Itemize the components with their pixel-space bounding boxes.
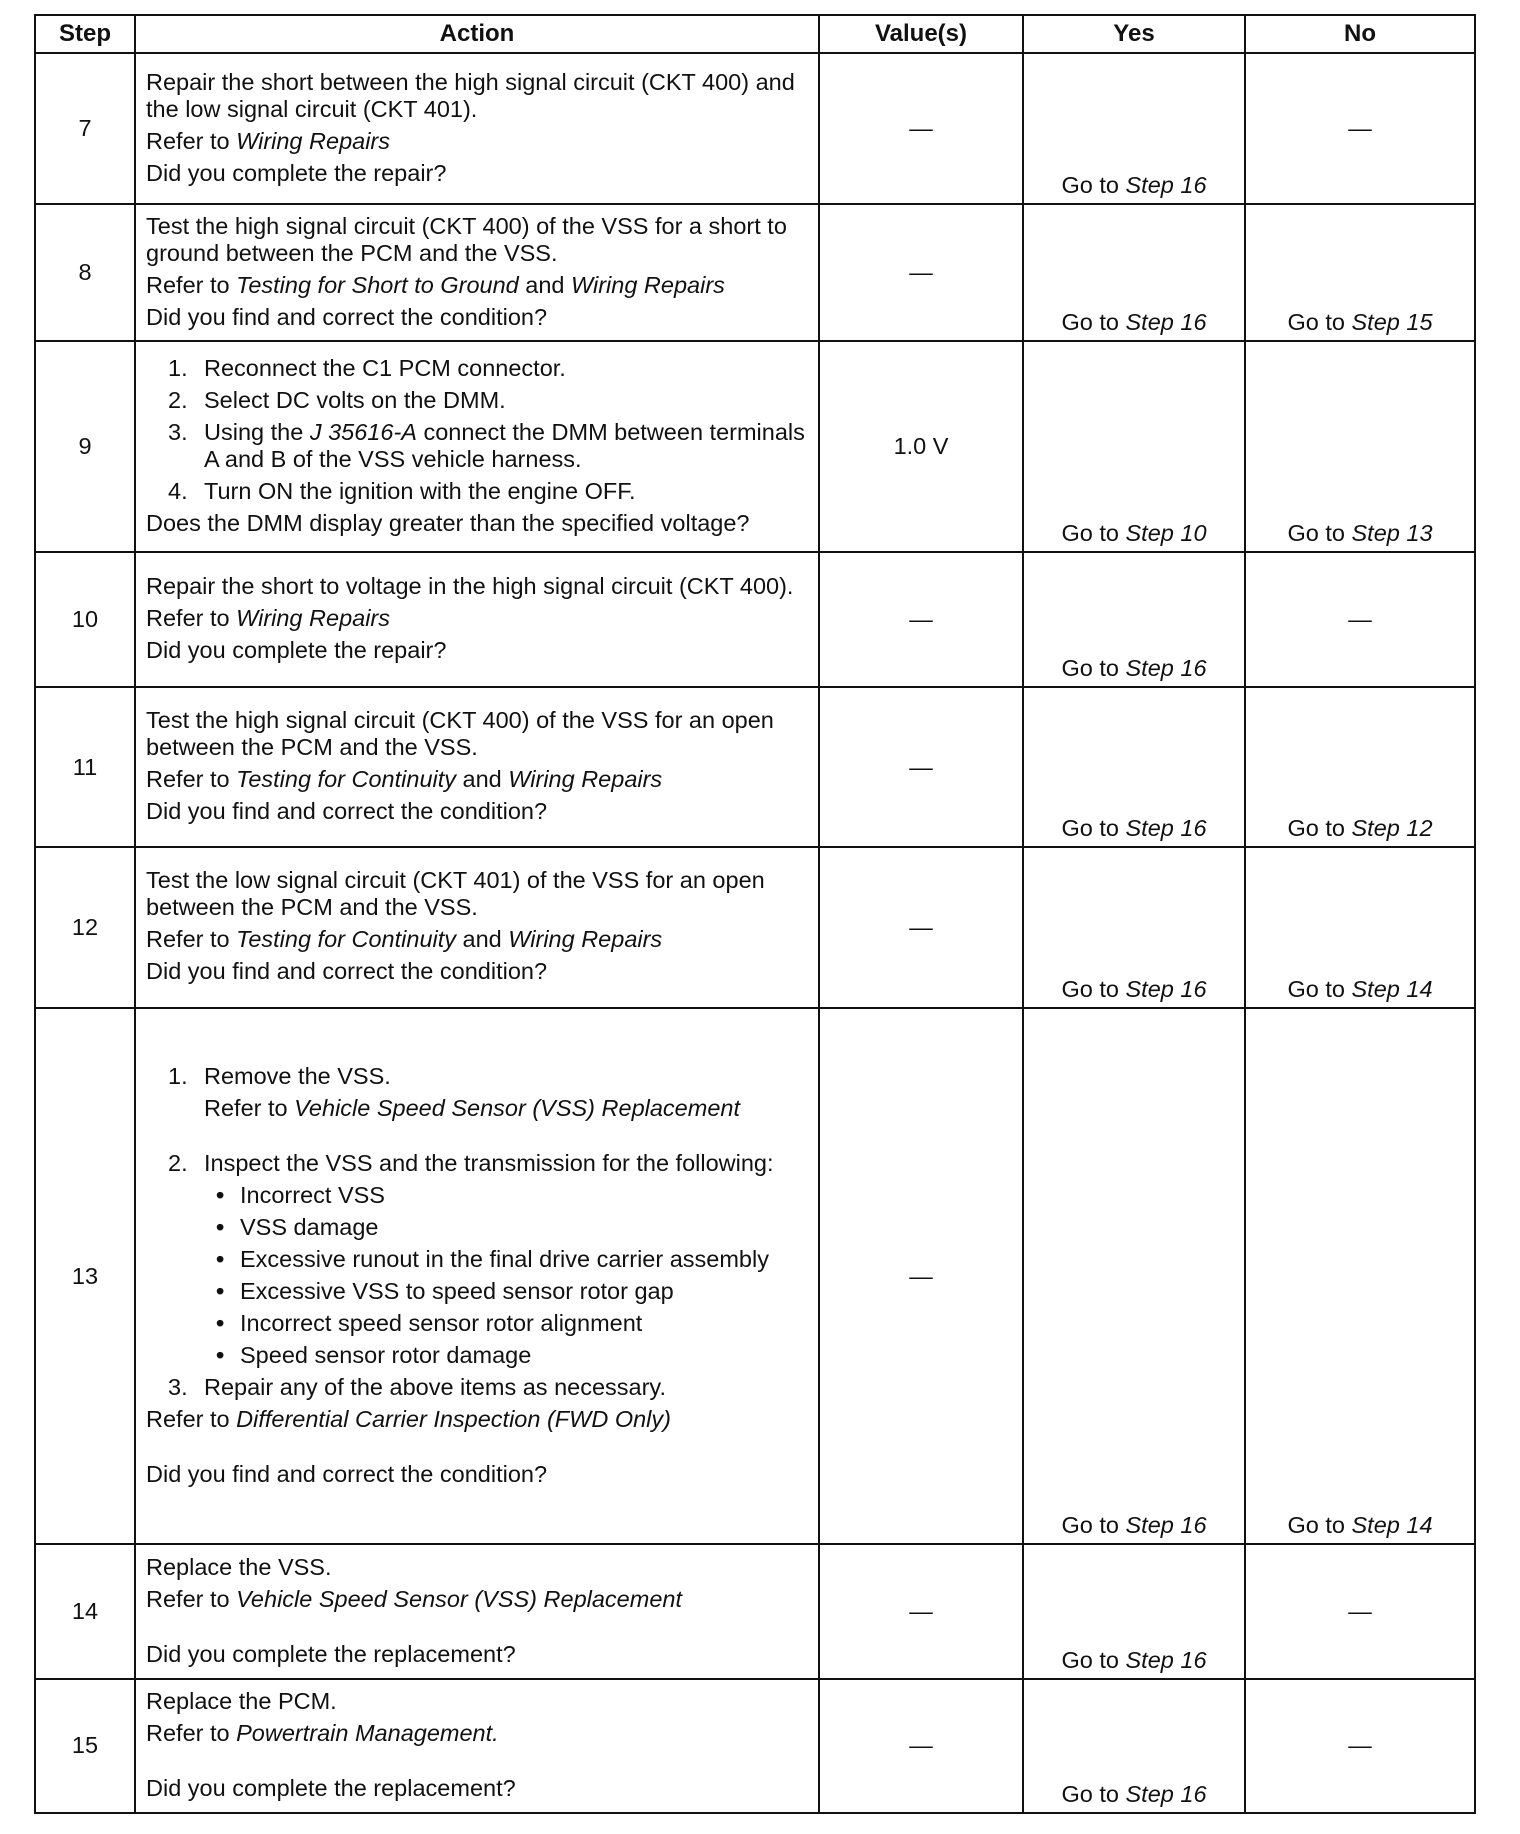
action-cell xyxy=(135,53,819,204)
reference-line: Refer to Testing for Continuity and Wiring Repairs xyxy=(146,766,663,793)
bullet-item: • VSS damage xyxy=(216,1213,379,1240)
action-cell xyxy=(135,552,819,687)
no-cell: Go to Step 15 xyxy=(1245,204,1475,341)
reference-link[interactable]: Wiring Repairs xyxy=(571,271,725,298)
header-action: Action xyxy=(135,15,819,53)
reference-line: Refer to Vehicle Speed Sensor (VSS) Replacement xyxy=(146,1585,682,1612)
list-item: 1. Reconnect the C1 PCM connector. xyxy=(168,354,566,381)
value-cell: — xyxy=(819,847,1023,1007)
no-step-link[interactable]: Step 15 xyxy=(1351,309,1433,336)
action-cell xyxy=(135,847,819,1007)
question-text: Did you complete the replacement? xyxy=(146,1640,516,1667)
action-cell xyxy=(135,341,819,551)
no-cell: Go to Step 14 xyxy=(1245,1008,1475,1545)
yes-cell: Go to Step 10 xyxy=(1023,341,1245,551)
header-yes: Yes xyxy=(1023,15,1245,53)
reference-line: Refer to Wiring Repairs xyxy=(146,127,391,154)
no-cell: Go to Step 13 xyxy=(1245,341,1475,551)
list-item: 3. Repair any of the above items as necessary. xyxy=(168,1373,666,1400)
header-step: Step xyxy=(35,15,135,53)
list-item: 1. Remove the VSS. xyxy=(168,1062,391,1089)
bullet-item: • Speed sensor rotor damage xyxy=(216,1341,532,1368)
reference-link[interactable]: Vehicle Speed Sensor (VSS) Replacement xyxy=(294,1094,740,1121)
yes-step-link[interactable]: Step 16 xyxy=(1125,975,1207,1002)
step-number: 13 xyxy=(35,1008,135,1545)
table-row xyxy=(35,1008,1475,1545)
tool-name: J 35616-A xyxy=(309,418,417,445)
action-text: Test the high signal circuit (CKT 400) of the VSS for an open between the PCM and the VSS. xyxy=(146,707,774,761)
reference-line: Refer to Differential Carrier Inspection (FWD Only) xyxy=(146,1405,671,1432)
table-row xyxy=(35,204,1475,341)
reference-link[interactable]: Wiring Repairs xyxy=(508,926,663,953)
bullet-item: • Excessive runout in the final drive carrier assembly xyxy=(216,1245,769,1272)
yes-cell: Go to Step 16 xyxy=(1023,687,1245,847)
value-cell: — xyxy=(819,204,1023,341)
table-row xyxy=(35,847,1475,1007)
value-cell: — xyxy=(819,552,1023,687)
action-text: Test the high signal circuit (CKT 400) of the VSS for a short to ground between the PCM and the VSS. xyxy=(146,212,787,266)
reference-link[interactable]: Testing for Continuity xyxy=(236,766,457,793)
no-cell: — xyxy=(1245,1679,1475,1813)
yes-cell: Go to Step 16 xyxy=(1023,204,1245,341)
question-text: Does the DMM display greater than the specified voltage? xyxy=(146,509,750,536)
value-cell: — xyxy=(819,687,1023,847)
step-number: 8 xyxy=(35,204,135,341)
question-text: Did you find and correct the condition? xyxy=(146,958,548,985)
yes-cell: Go to Step 16 xyxy=(1023,53,1245,204)
reference-link[interactable]: Vehicle Speed Sensor (VSS) Replacement xyxy=(236,1585,682,1612)
question-text: Did you complete the replacement? xyxy=(146,1774,516,1801)
action-text: Replace the VSS. xyxy=(146,1553,332,1580)
no-cell: — xyxy=(1245,1544,1475,1678)
no-step-link[interactable]: Step 14 xyxy=(1351,1512,1433,1539)
yes-cell: Go to Step 16 xyxy=(1023,1679,1245,1813)
step-number: 12 xyxy=(35,847,135,1007)
reference-link[interactable]: Wiring Repairs xyxy=(236,604,391,631)
header-no: No xyxy=(1245,15,1475,53)
step-number: 10 xyxy=(35,552,135,687)
yes-step-link[interactable]: Step 16 xyxy=(1125,172,1207,199)
no-cell: Go to Step 14 xyxy=(1245,847,1475,1007)
no-step-link[interactable]: Step 13 xyxy=(1351,519,1433,546)
table-row xyxy=(35,1679,1475,1813)
action-text: Repair the short to voltage in the high signal circuit (CKT 400). xyxy=(146,572,794,599)
yes-cell: Go to Step 16 xyxy=(1023,1008,1245,1545)
no-cell: — xyxy=(1245,552,1475,687)
reference-line: Refer to Powertrain Management. xyxy=(146,1719,499,1746)
reference-link[interactable]: Differential Carrier Inspection (FWD Only) xyxy=(236,1405,671,1432)
step-number: 15 xyxy=(35,1679,135,1813)
question-text: Did you find and correct the condition? xyxy=(146,798,548,825)
yes-step-link[interactable]: Step 16 xyxy=(1125,309,1207,336)
no-step-link[interactable]: Step 12 xyxy=(1351,815,1433,842)
yes-step-link[interactable]: Step 16 xyxy=(1125,1512,1207,1539)
header-values: Value(s) xyxy=(819,15,1023,53)
question-text: Did you find and correct the condition? xyxy=(146,303,548,330)
reference-line: Refer to Testing for Continuity and Wiring Repairs xyxy=(146,926,663,953)
yes-step-link[interactable]: Step 16 xyxy=(1125,1646,1207,1673)
no-cell: Go to Step 12 xyxy=(1245,687,1475,847)
action-cell xyxy=(135,204,819,341)
table-row xyxy=(35,552,1475,687)
reference-link[interactable]: Wiring Repairs xyxy=(508,766,663,793)
list-item: 3. Using the J 35616-A connect the DMM between terminals A and B of the VSS vehicle harness. xyxy=(168,418,805,472)
table-row xyxy=(35,687,1475,847)
step-number: 11 xyxy=(35,687,135,847)
question-text: Did you complete the repair? xyxy=(146,636,447,663)
question-text: Did you find and correct the condition? xyxy=(146,1460,548,1487)
bullet-item: • Incorrect speed sensor rotor alignment xyxy=(216,1309,643,1336)
step-number: 7 xyxy=(35,53,135,204)
value-cell: 1.0 V xyxy=(819,341,1023,551)
yes-cell: Go to Step 16 xyxy=(1023,1544,1245,1678)
list-item: 2. Select DC volts on the DMM. xyxy=(168,386,506,413)
question-text: Did you complete the repair? xyxy=(146,159,447,186)
header-row xyxy=(35,15,1475,53)
table-row xyxy=(35,1544,1475,1678)
action-cell xyxy=(135,1679,819,1813)
list-item-reference: Refer to Vehicle Speed Sensor (VSS) Replacement xyxy=(204,1094,740,1121)
reference-line: Refer to Wiring Repairs xyxy=(146,604,391,631)
reference-link[interactable]: Testing for Continuity xyxy=(236,926,457,953)
yes-cell: Go to Step 16 xyxy=(1023,552,1245,687)
step-number: 9 xyxy=(35,341,135,551)
bullet-item: • Incorrect VSS xyxy=(216,1181,385,1208)
yes-cell: Go to Step 16 xyxy=(1023,847,1245,1007)
action-text: Replace the PCM. xyxy=(146,1687,337,1714)
value-cell: — xyxy=(819,1679,1023,1813)
action-cell xyxy=(135,1008,819,1545)
reference-link[interactable]: Testing for Short to Ground xyxy=(236,271,519,298)
yes-step-link[interactable]: Step 10 xyxy=(1125,519,1207,546)
no-step-link[interactable]: Step 14 xyxy=(1351,975,1433,1002)
list-item: 4. Turn ON the ignition with the engine OFF. xyxy=(168,477,636,504)
yes-step-link[interactable]: Step 16 xyxy=(1125,655,1207,682)
action-text: Repair the short between the high signal circuit (CKT 400) and the low signal circuit (CKT 401). xyxy=(146,68,795,122)
table-row xyxy=(35,53,1475,204)
action-cell xyxy=(135,687,819,847)
yes-step-link[interactable]: Step 16 xyxy=(1125,1781,1207,1807)
value-cell: — xyxy=(819,53,1023,204)
action-text: Test the low signal circuit (CKT 401) of the VSS for an open between the PCM and the VSS. xyxy=(146,867,765,921)
yes-step-link[interactable]: Step 16 xyxy=(1125,815,1207,842)
step-number: 14 xyxy=(35,1544,135,1678)
reference-link[interactable]: Powertrain Management. xyxy=(236,1719,499,1746)
no-cell: — xyxy=(1245,53,1475,204)
reference-line: Refer to Testing for Short to Ground and Wiring Repairs xyxy=(146,271,725,298)
value-cell: — xyxy=(819,1544,1023,1678)
table-row xyxy=(35,341,1475,551)
reference-link[interactable]: Wiring Repairs xyxy=(236,127,391,154)
action-cell xyxy=(135,1544,819,1678)
diagnostic-table xyxy=(34,14,1476,1814)
value-cell: — xyxy=(819,1008,1023,1545)
bullet-item: • Excessive VSS to speed sensor rotor gap xyxy=(216,1277,674,1304)
list-item: 2. Inspect the VSS and the transmission for the following: xyxy=(168,1149,774,1176)
